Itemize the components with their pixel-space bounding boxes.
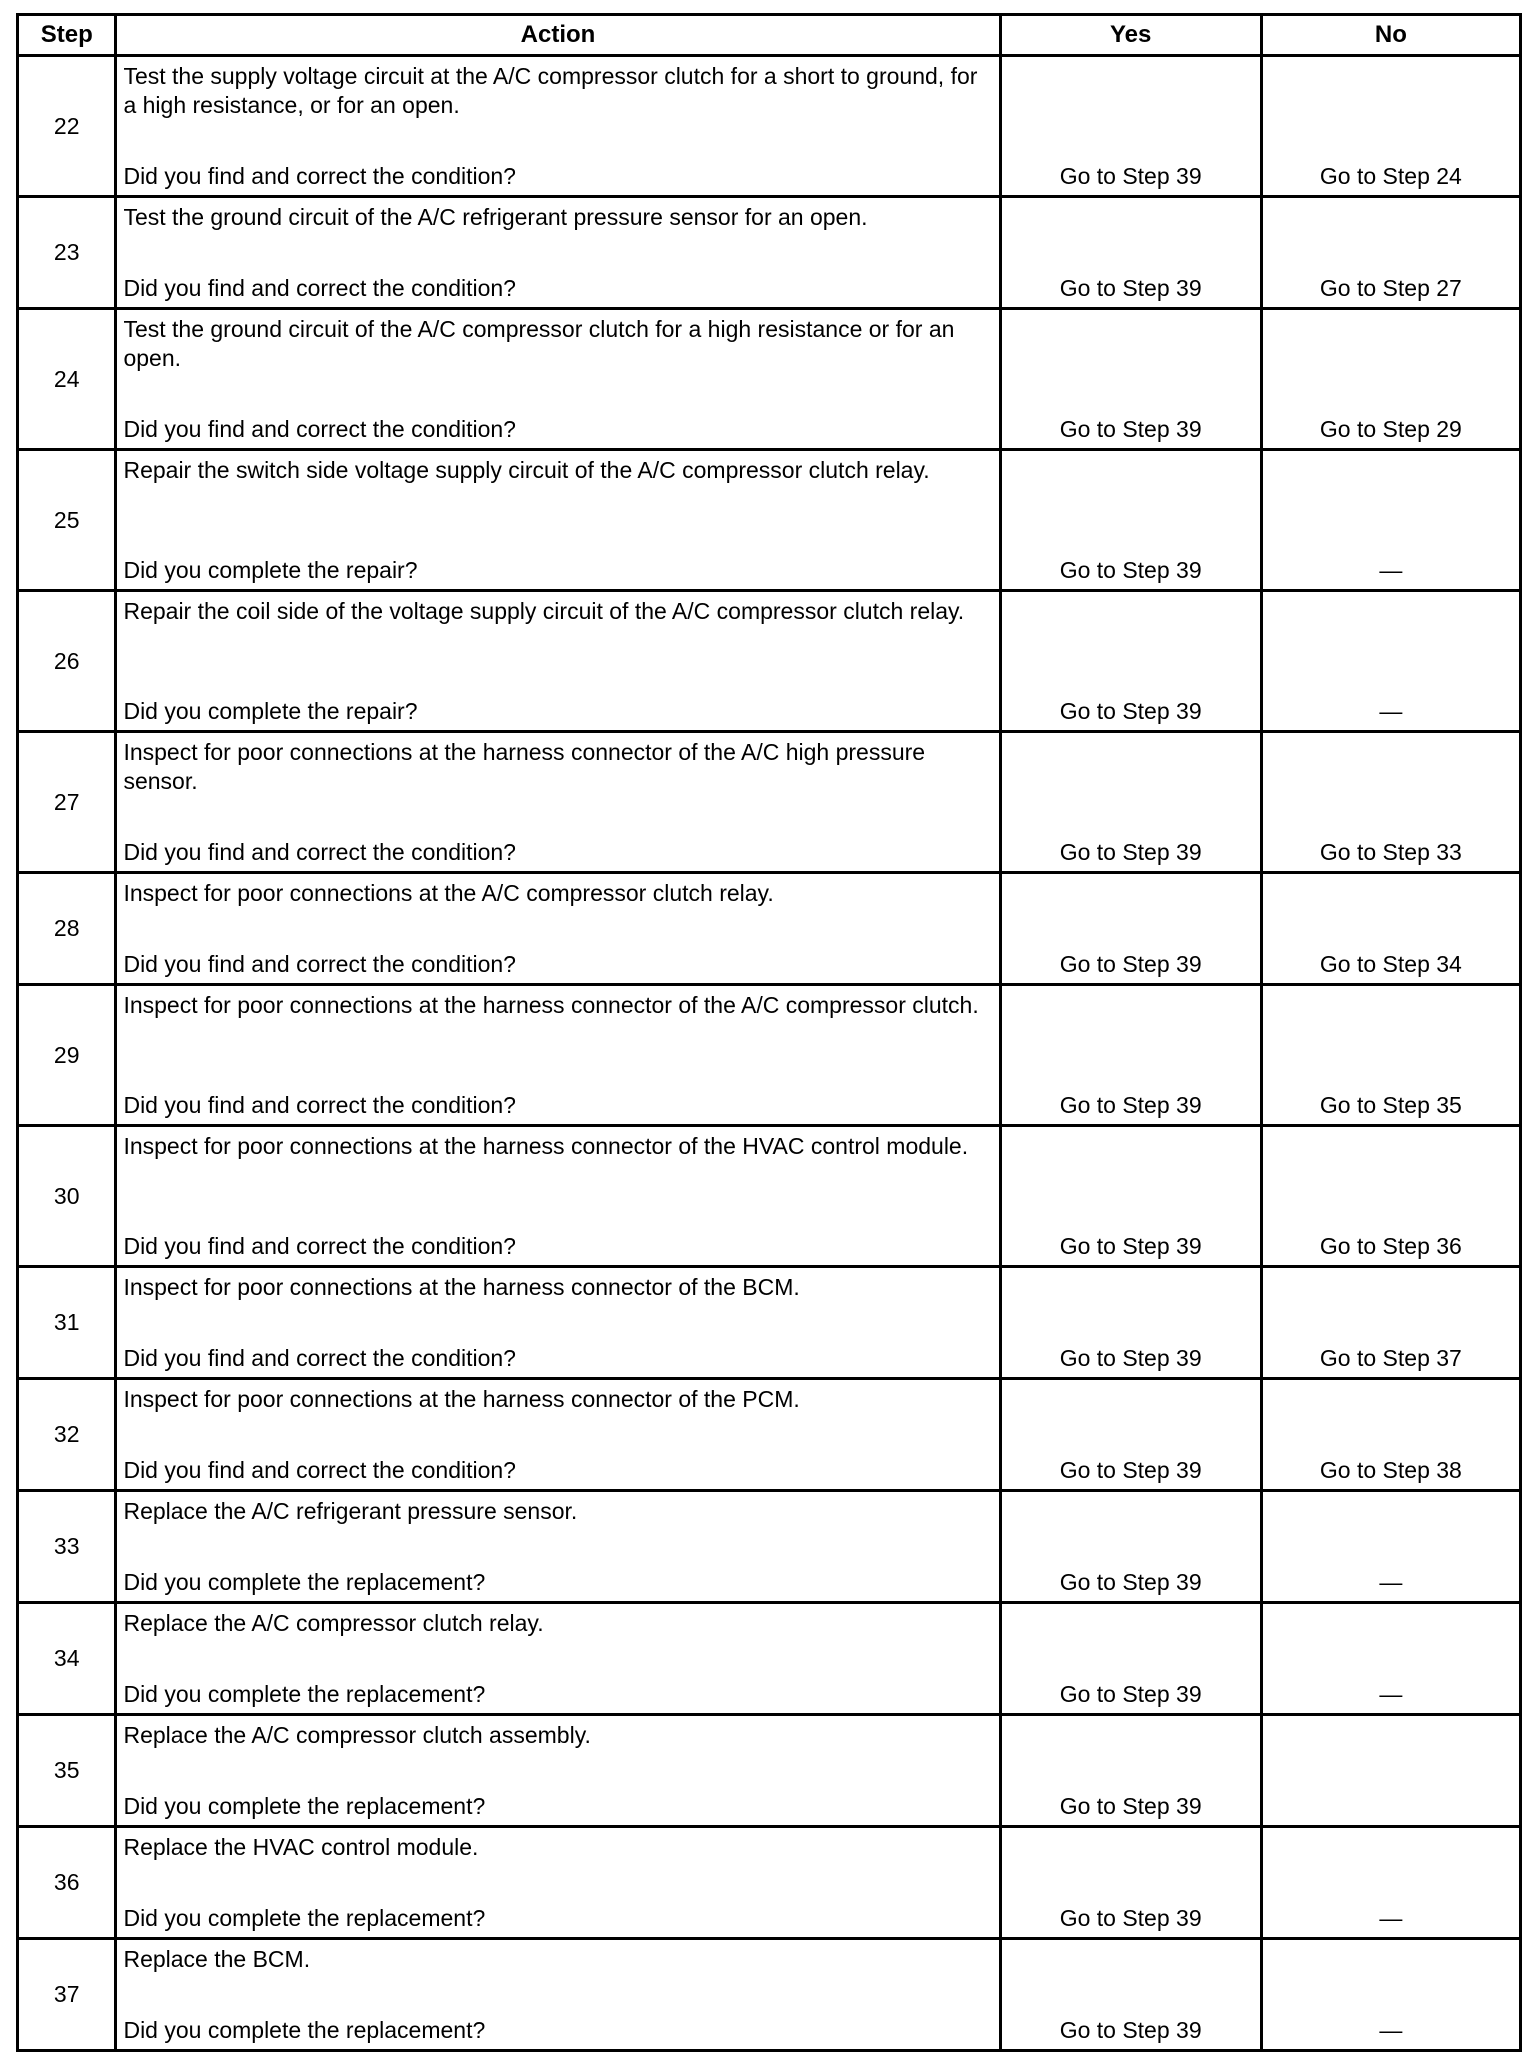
- action-cell: [116, 1939, 1000, 2051]
- no-result: [1261, 1715, 1520, 1827]
- action-question: Did you complete the repair?: [123, 557, 418, 583]
- no-result: Go to Step 35: [1261, 985, 1520, 1126]
- yes-result: Go to Step 39: [1000, 591, 1261, 732]
- yes-result: Go to Step 39: [1000, 1715, 1261, 1827]
- table-row: [18, 1715, 1521, 1827]
- step-number: 33: [18, 1491, 116, 1603]
- yes-result: Go to Step 39: [1000, 1379, 1261, 1491]
- table-row: [18, 309, 1521, 450]
- no-result: —: [1261, 1827, 1520, 1939]
- action-cell: [116, 1267, 1000, 1379]
- no-result: Go to Step 33: [1261, 732, 1520, 873]
- action-cell: [116, 985, 1000, 1126]
- action-question: Did you find and correct the condition?: [123, 839, 516, 865]
- table-row: [18, 873, 1521, 985]
- action-content: [117, 733, 998, 871]
- action-content: [117, 1940, 998, 2049]
- yes-result: Go to Step 39: [1000, 1603, 1261, 1715]
- yes-result: Go to Step 39: [1000, 1267, 1261, 1379]
- step-number: 36: [18, 1827, 116, 1939]
- no-result: —: [1261, 591, 1520, 732]
- table-row: [18, 1491, 1521, 1603]
- yes-result: Go to Step 39: [1000, 985, 1261, 1126]
- step-number: 23: [18, 197, 116, 309]
- action-text: Replace the A/C refrigerant pressure sensor.: [123, 1498, 578, 1524]
- no-result: —: [1261, 450, 1520, 591]
- action-cell: [116, 197, 1000, 309]
- action-cell: [116, 1603, 1000, 1715]
- table-row: [18, 197, 1521, 309]
- action-content: [117, 874, 998, 983]
- action-cell: [116, 1126, 1000, 1267]
- action-text: Inspect for poor connections at the harness connector of the A/C high pressure sensor.: [123, 739, 926, 794]
- action-cell: [116, 1827, 1000, 1939]
- yes-result: Go to Step 39: [1000, 732, 1261, 873]
- action-content: [117, 451, 998, 589]
- action-text: Replace the HVAC control module.: [123, 1834, 479, 1860]
- header-no: No: [1261, 15, 1520, 56]
- no-result: Go to Step 27: [1261, 197, 1520, 309]
- action-text: Replace the A/C compressor clutch assembly.: [123, 1722, 591, 1748]
- yes-result: Go to Step 39: [1000, 873, 1261, 985]
- action-text: Repair the coil side of the voltage supply circuit of the A/C compressor clutch relay.: [123, 598, 965, 624]
- no-result: —: [1261, 1491, 1520, 1603]
- yes-result: Go to Step 39: [1000, 1126, 1261, 1267]
- action-text: Replace the A/C compressor clutch relay.: [123, 1610, 544, 1636]
- no-result: Go to Step 29: [1261, 309, 1520, 450]
- header-action: Action: [116, 15, 1000, 56]
- action-question: Did you complete the replacement?: [123, 1681, 486, 1707]
- action-text: Inspect for poor connections at the harness connector of the BCM.: [123, 1274, 800, 1300]
- action-question: Did you find and correct the condition?: [123, 1457, 516, 1483]
- yes-result: Go to Step 39: [1000, 56, 1261, 197]
- table-row: [18, 985, 1521, 1126]
- action-content: [117, 1604, 998, 1713]
- yes-result: Go to Step 39: [1000, 1491, 1261, 1603]
- action-text: Inspect for poor connections at the harness connector of the PCM.: [123, 1386, 800, 1412]
- action-text: Inspect for poor connections at the A/C compressor clutch relay.: [123, 880, 774, 906]
- step-number: 27: [18, 732, 116, 873]
- table-row: [18, 1267, 1521, 1379]
- action-text: Repair the switch side voltage supply circuit of the A/C compressor clutch relay.: [123, 457, 930, 483]
- action-content: [117, 1828, 998, 1937]
- table-body: [18, 56, 1521, 2051]
- no-result: Go to Step 36: [1261, 1126, 1520, 1267]
- step-number: 35: [18, 1715, 116, 1827]
- action-question: Did you find and correct the condition?: [123, 416, 516, 442]
- action-question: Did you complete the repair?: [123, 698, 418, 724]
- action-cell: [116, 732, 1000, 873]
- table-row: [18, 1126, 1521, 1267]
- table-row: [18, 1603, 1521, 1715]
- no-result: Go to Step 37: [1261, 1267, 1520, 1379]
- header-row: [18, 15, 1521, 56]
- action-question: Did you find and correct the condition?: [123, 1345, 516, 1371]
- table-row: [18, 732, 1521, 873]
- no-result: Go to Step 24: [1261, 56, 1520, 197]
- action-cell: [116, 309, 1000, 450]
- action-question: Did you complete the replacement?: [123, 1569, 486, 1595]
- action-cell: [116, 873, 1000, 985]
- action-cell: [116, 1379, 1000, 1491]
- table-row: [18, 450, 1521, 591]
- action-question: Did you find and correct the condition?: [123, 275, 516, 301]
- step-number: 28: [18, 873, 116, 985]
- action-content: [117, 592, 998, 730]
- yes-result: Go to Step 39: [1000, 1939, 1261, 2051]
- step-number: 24: [18, 309, 116, 450]
- action-text: Test the ground circuit of the A/C compressor clutch for a high resistance or for an open.: [123, 316, 955, 371]
- action-text: Test the supply voltage circuit at the A/C compressor clutch for a short to ground, for a high resistance, or for an open.: [123, 63, 978, 118]
- step-number: 30: [18, 1126, 116, 1267]
- action-question: Did you find and correct the condition?: [123, 163, 516, 189]
- step-number: 22: [18, 56, 116, 197]
- action-content: [117, 57, 998, 195]
- yes-result: Go to Step 39: [1000, 1827, 1261, 1939]
- action-text: Test the ground circuit of the A/C refrigerant pressure sensor for an open.: [123, 204, 868, 230]
- action-text: Inspect for poor connections at the harness connector of the A/C compressor clutch.: [123, 992, 979, 1018]
- action-question: Did you complete the replacement?: [123, 1905, 486, 1931]
- yes-result: Go to Step 39: [1000, 450, 1261, 591]
- action-content: [117, 1716, 998, 1825]
- action-question: Did you complete the replacement?: [123, 2017, 486, 2043]
- step-number: 34: [18, 1603, 116, 1715]
- step-number: 37: [18, 1939, 116, 2051]
- action-content: [117, 1268, 998, 1377]
- action-question: Did you find and correct the condition?: [123, 951, 516, 977]
- step-number: 31: [18, 1267, 116, 1379]
- action-question: Did you find and correct the condition?: [123, 1233, 516, 1259]
- action-cell: [116, 56, 1000, 197]
- diagnostic-table: [16, 13, 1522, 2052]
- action-content: [117, 198, 998, 307]
- header-yes: Yes: [1000, 15, 1261, 56]
- step-number: 26: [18, 591, 116, 732]
- action-cell: [116, 450, 1000, 591]
- no-result: —: [1261, 1603, 1520, 1715]
- table-row: [18, 56, 1521, 197]
- action-content: [117, 1492, 998, 1601]
- action-question: Did you complete the replacement?: [123, 1793, 486, 1819]
- yes-result: Go to Step 39: [1000, 309, 1261, 450]
- action-text: Inspect for poor connections at the harness connector of the HVAC control module.: [123, 1133, 969, 1159]
- action-cell: [116, 1491, 1000, 1603]
- header-step: Step: [18, 15, 116, 56]
- action-text: Replace the BCM.: [123, 1946, 311, 1972]
- step-number: 32: [18, 1379, 116, 1491]
- table-row: [18, 1939, 1521, 2051]
- action-content: [117, 1127, 998, 1265]
- no-result: Go to Step 34: [1261, 873, 1520, 985]
- action-content: [117, 986, 998, 1124]
- step-number: 25: [18, 450, 116, 591]
- no-result: Go to Step 38: [1261, 1379, 1520, 1491]
- action-content: [117, 310, 998, 448]
- yes-result: Go to Step 39: [1000, 197, 1261, 309]
- action-question: Did you find and correct the condition?: [123, 1092, 516, 1118]
- action-cell: [116, 1715, 1000, 1827]
- step-number: 29: [18, 985, 116, 1126]
- action-cell: [116, 591, 1000, 732]
- table-row: [18, 591, 1521, 732]
- table-row: [18, 1827, 1521, 1939]
- no-result: —: [1261, 1939, 1520, 2051]
- action-content: [117, 1380, 998, 1489]
- table-row: [18, 1379, 1521, 1491]
